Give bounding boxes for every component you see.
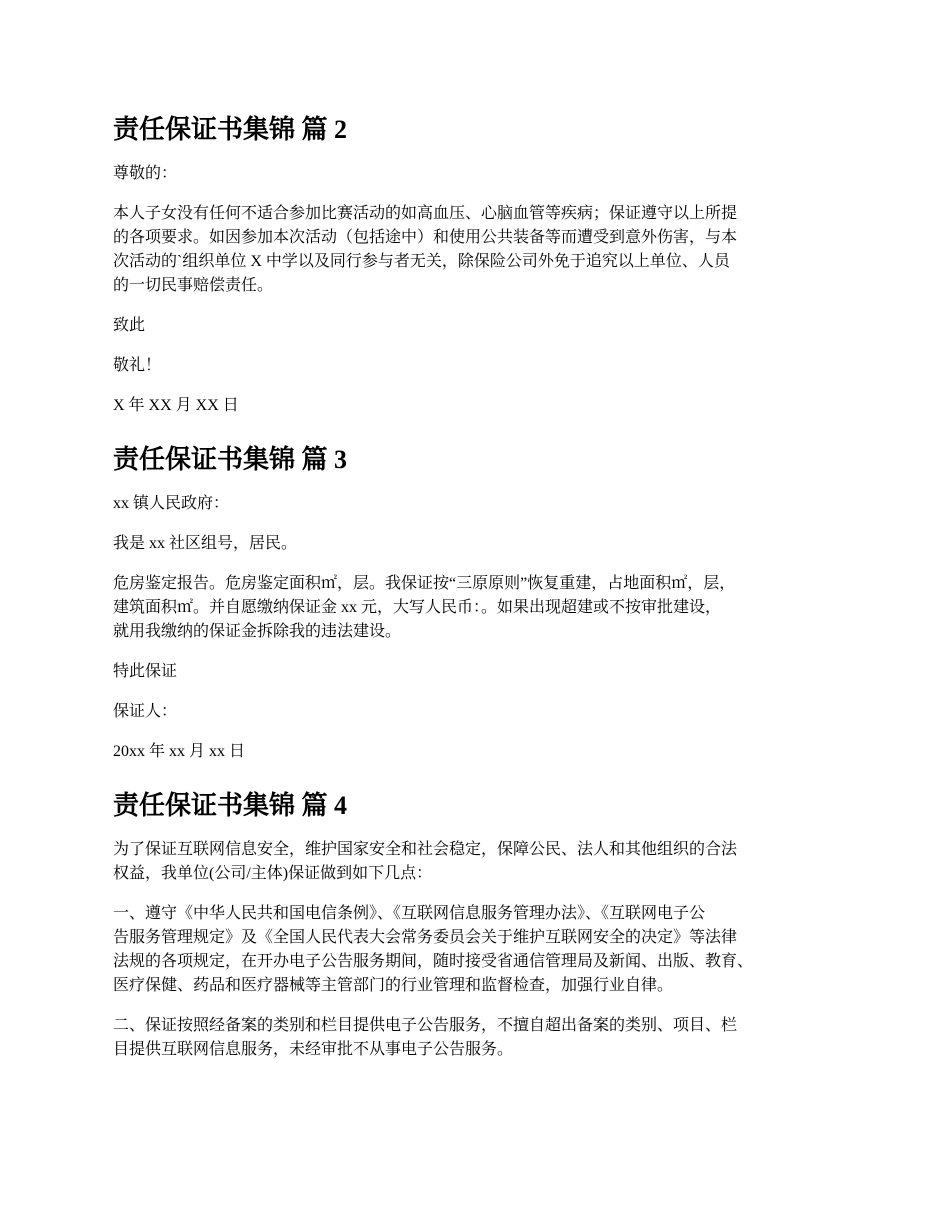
body-paragraph: 危房鉴定报告。危房鉴定面积㎡，层。我保证按“三原原则”恢复重建，占地面积㎡，层， 建筑面积㎡。并自愿缴纳保证金 xx 元，大写人民币：。如果出现超建或不按审批建设， 就用我缴纳的保证金拆除我的违法建设。 — [113, 575, 736, 640]
section-heading: 责任保证书集锦 篇 2 — [113, 115, 348, 144]
section-3 — [113, 440, 853, 764]
section-2 — [113, 110, 853, 418]
body-paragraph: 为了保证互联网信息安全，维护国家安全和社会稳定，保障公民、法人和其他组织的合法 权益，我单位(公司/主体)保证做到如下几点： — [113, 841, 738, 882]
document-page — [113, 110, 853, 1078]
guarantor-line: 保证人： — [113, 703, 178, 720]
date-line: X 年 XX 月 XX 日 — [113, 397, 239, 414]
salutation: 尊敬的： — [113, 165, 178, 182]
section-heading: 责任保证书集锦 篇 4 — [113, 791, 348, 820]
closing-line: 特此保证 — [113, 663, 178, 680]
closing-regards: 敬礼！ — [113, 357, 162, 374]
date-line: 20xx 年 xx 月 xx 日 — [113, 743, 246, 760]
body-paragraph: 二、保证按照经备案的类别和栏目提供电子公告服务，不擅自超出备案的类别、项目、栏 目提供互联网信息服务，未经审批不从事电子公告服务。 — [113, 1017, 738, 1058]
body-paragraph: 我是 xx 社区组号，居民。 — [113, 535, 298, 552]
section-heading: 责任保证书集锦 篇 3 — [113, 445, 348, 474]
section-4 — [113, 786, 853, 1062]
closing-line: 致此 — [113, 317, 146, 334]
body-paragraph: 一、遵守《中华人民共和国电信条例》、《互联网信息服务管理办法》、《互联网电子公 告服务管理规定》及《全国人民代表大会常务委员会关于维护互联网安全的决定》等法律 法规的各项规定，在开办电子公告服务期间，随时接受省通信管理局及新闻、出版、教育、 医疗保健、药品和医疗器械等主管部门的行业管理和监督检查，加强行业自律。 — [113, 905, 754, 994]
body-paragraph: 本人子女没有任何不适合参加比赛活动的如高血压、心脑血管等疾病；保证遵守以上所提 的各项要求。如因参加本次活动（包括途中）和使用公共装备等而遭受到意外伤害，与本 次活动的`组织单位 X 中学以及同行参与者无关，除保险公司外免于追究以上单位、人员 的一切民事赔偿责任。 — [113, 205, 738, 294]
recipient-line: xx 镇人民政府： — [113, 495, 230, 512]
